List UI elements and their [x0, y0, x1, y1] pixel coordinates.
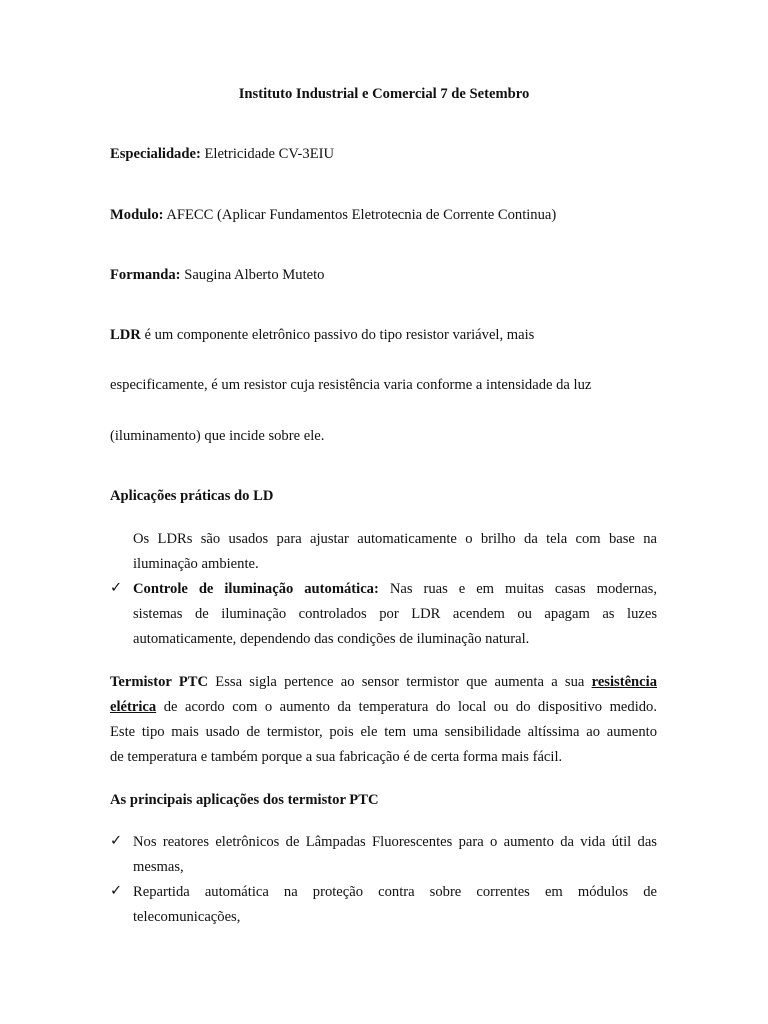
ptc-app-item1-line1: Nos reatores eletrônicos de Lâmpadas Fluorescentes para o aumento da vida útil das — [133, 834, 657, 850]
ldr-line-2: especificamente, é um resistor cuja resistência varia conforme a intensidade da luz — [110, 377, 592, 393]
check-icon: ✓ — [110, 883, 123, 899]
applications-para1-line2: iluminação ambiente. — [133, 556, 259, 572]
ptc-applications-heading: As principais aplicações dos termistor PTC — [110, 792, 379, 808]
ptc-app-item2-line1: Repartida automática na proteção contra sobre correntes em módulos de — [133, 884, 657, 900]
applications-item1-text: Nas ruas e em muitas casas modernas, — [389, 581, 658, 597]
module-value: AFECC (Aplicar Fundamentos Eletrotecnia de Corrente Continua) — [166, 207, 557, 223]
specialty-label: Especialidade: — [110, 146, 201, 162]
trainee-label: Formanda: — [110, 267, 181, 283]
specialty-value: Eletricidade CV-3EIU — [204, 146, 335, 162]
applications-item1-line1 — [133, 580, 657, 598]
trainee-value: Saugina Alberto Muteto — [184, 267, 325, 283]
document-title: Instituto Industrial e Comercial 7 de Setembro — [238, 86, 530, 102]
trainee-line — [110, 266, 324, 284]
ldr-term: LDR — [110, 327, 141, 343]
check-icon: ✓ — [110, 833, 123, 849]
ptc-app-item1-line2: mesmas, — [133, 859, 184, 875]
ptc-text-1: Essa sigla pertence ao sensor termistor que aumenta a sua — [215, 674, 585, 690]
applications-item1-line2: sistemas de iluminação controlados por LDR acendem ou apagam as luzes — [133, 606, 657, 622]
applications-item1-label: Controle de iluminação automática: — [133, 581, 379, 597]
ptc-text-2: de acordo com o aumento da temperatura do local ou do dispositivo medido. — [163, 699, 657, 715]
ptc-line-4: de temperatura e também porque a sua fabricação é de certa forma mais fácil. — [110, 749, 563, 765]
module-line — [110, 206, 556, 224]
applications-item1-line3: automaticamente, dependendo das condições de iluminação natural. — [133, 631, 530, 647]
ldr-line-1 — [110, 326, 534, 344]
ptc-line-1 — [110, 673, 657, 691]
ptc-line-2 — [110, 698, 657, 716]
ldr-text-1: é um componente eletrônico passivo do tipo resistor variável, mais — [144, 327, 535, 343]
applications-para1-line1: Os LDRs são usados para ajustar automaticamente o brilho da tela com base na — [133, 531, 657, 547]
ldr-line-3: (iluminamento) que incide sobre ele. — [110, 428, 325, 444]
specialty-line — [110, 145, 334, 163]
resistance-link[interactable]: resistência — [591, 674, 657, 690]
ptc-app-item2-line2: telecomunicações, — [133, 909, 241, 925]
electric-link[interactable]: elétrica — [110, 699, 157, 715]
check-icon: ✓ — [110, 580, 123, 596]
ptc-line-3: Este tipo mais usado de termistor, pois ele tem uma sensibilidade altíssima ao aumento — [110, 724, 657, 740]
ptc-term: Termistor PTC — [110, 674, 209, 690]
applications-heading: Aplicações práticas do LD — [110, 488, 274, 504]
module-label: Modulo: — [110, 207, 164, 223]
